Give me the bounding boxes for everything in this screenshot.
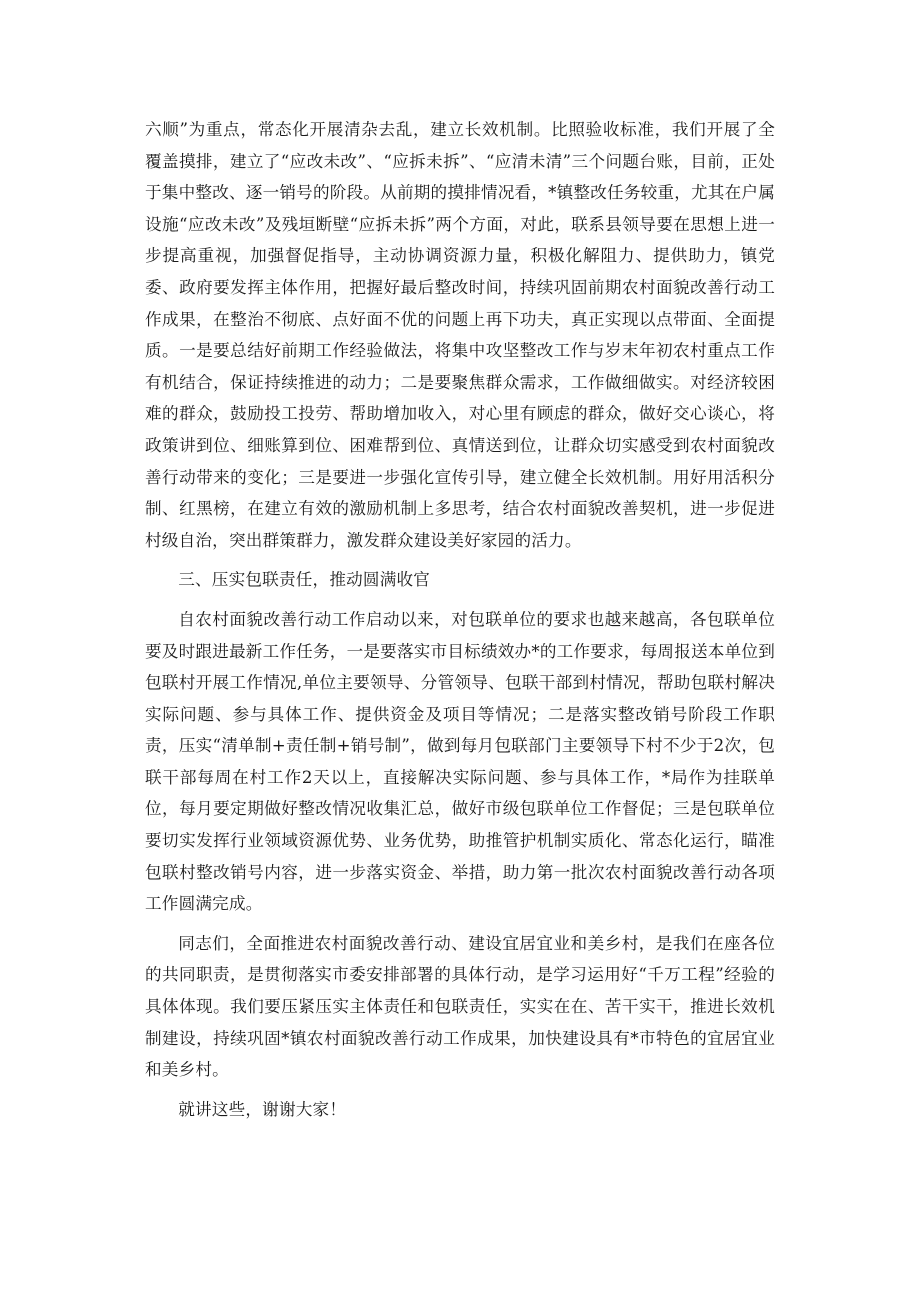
- document-page: [145, 114, 775, 1125]
- section-heading-3: 三、压实包联责任，推动圆满收官: [178, 570, 431, 590]
- paragraph-responsibility: 自农村面貌改善行动工作启动以来，对包联单位的要求也越来越高，各包联单位要及时跟进最新工作任务，一是要落实市目标绩效办*的工作要求，每周报送本单位到包联村开展工作情况,单位主要领导、分管领导、包联干部到村情况，帮助包联村解决实际问题、参与具体工作、提供资金及项目等情况；二是落实整改销号阶段工作职责，压实“清单制+责任制+销号制”，做到每月包联部门主要领导下村不少于2次，包联干部每周在村工作2天以上，直接解决实际问题、参与具体工作，*局作为挂联单位，每月要定期做好整改情况收集汇总，做好市级包联单位工作督促；三是包联单位要切实发挥行业领域资源优势、业务优势，助推管护机制实质化、常态化运行，瞄准包联村整改销号内容，进一步落实资金、举措，助力第一批次农村面貌改善行动各项工作圆满完成。: [145, 609, 775, 914]
- paragraph-closing: 就讲这些，谢谢大家！: [178, 1099, 347, 1119]
- paragraph-conclusion: 同志们，全面推进农村面貌改善行动、建设宜居宜业和美乡村，是我们在座各位的共同职责，是贯彻落实市委安排部署的具体行动，是学习运用好“千万工程”经验的具体体现。我们要压紧压实主体责任和包联责任，实实在在、苦干实干，推进长效机制建设，持续巩固*镇农村面貌改善行动工作成果，加快建设具有*市特色的宜居宜业和美乡村。: [145, 933, 775, 1080]
- paragraph-continued-rectification: 六顺”为重点，常态化开展清杂去乱，建立长效机制。比照验收标准，我们开展了全覆盖摸排，建立了“应改未改”、“应拆未拆”、“应清未清”三个问题台账，目前，正处于集中整改、逐一销号的阶段。从前期的摸排情况看，*镇整改任务较重，尤其在户属设施“应改未改”及残垣断壁“应拆未拆”两个方面，对此，联系县领导要在思想上进一步提高重视，加强督促指导，主动协调资源力量，积极化解阻力、提供助力，镇党委、政府要发挥主体作用，把握好最后整改时间，持续巩固前期农村面貌改善行动工作成果，在整治不彻底、点好面不优的问题上再下功夫，真正实现以点带面、全面提质。一是要总结好前期工作经验做法，将集中攻坚整改工作与岁末年初农村重点工作有机结合，保证持续推进的动力；二是要聚焦群众需求，工作做细做实。对经济较困难的群众，鼓励投工投劳、帮助增加收入，对心里有顾虑的群众，做好交心谈心，将政策讲到位、细账算到位、困难帮到位、真情送到位，让群众切实感受到农村面貌改善行动带来的变化；三是要进一步强化宣传引导，建立健全长效机制。用好用活积分制、红黑榜，在建立有效的激励机制上多思考，结合农村面貌改善契机，进一步促进村级自治，突出群策群力，激发群众建设美好家园的活力。: [145, 120, 775, 550]
